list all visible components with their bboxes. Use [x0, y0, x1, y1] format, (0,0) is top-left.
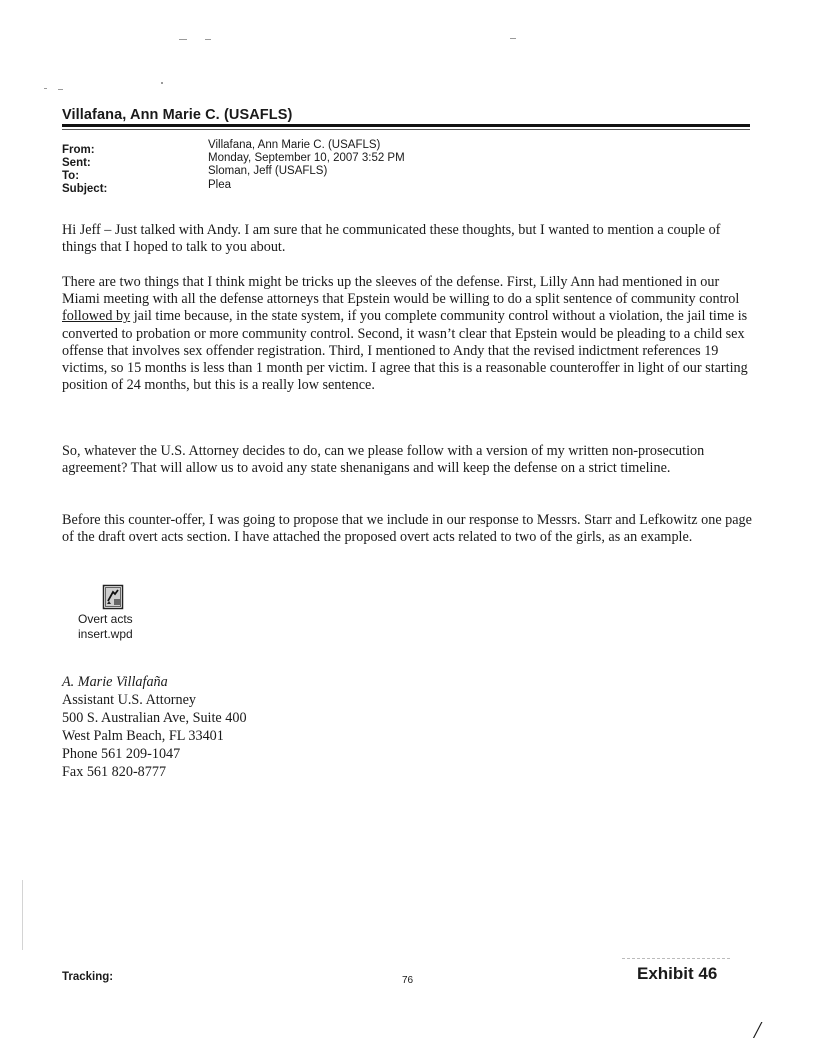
scan-speck: [205, 39, 211, 40]
scan-speck: [510, 38, 516, 39]
scan-speck: [179, 39, 187, 40]
subject-value: Plea: [208, 179, 232, 191]
body-paragraph-2-part-b: jail time because, in the state system, if you complete community control without a violation, the jail time is converted to probation or more community control. Second, it wasn’t clear that Epstein would be pleading to a child sex offense that involves sex offender registration. Third, I mentioned to Andy that the revised indictment references 19 victims, so 15 months is less than 1 month per victim. I agree that this is a reasonable counteroffer in light of our starting position of 24 months, but this is a really low sentence.: [62, 308, 748, 394]
underlined-phrase: followed by: [62, 308, 131, 325]
sent-label: Sent:: [62, 157, 91, 169]
body-paragraph-2: [62, 274, 752, 394]
email-sender-heading: Villafana, Ann Marie C. (USAFLS): [62, 107, 293, 123]
tracking-label: Tracking:: [62, 971, 114, 983]
document-icon: [102, 584, 124, 610]
exhibit-rule: [622, 958, 730, 959]
scan-speck: [161, 82, 163, 84]
body-paragraph-2-part-a: There are two things that I think might be tricks up the sleeves of the defense. First, Lilly Ann had mentioned in our Miami meeting with all the defense attorneys that Epstein would be willing to do a split sentence of community control: [62, 274, 740, 308]
exhibit-label: Exhibit 46: [637, 964, 718, 983]
body-paragraph-3: So, whatever the U.S. Attorney decides to do, can we please follow with a version of my written non-prosecution agreement? That will allow us to avoid any state shenanigans and will keep the defense on a strict timeline.: [62, 443, 705, 477]
body-paragraph-1: Hi Jeff – Just talked with Andy. I am sure that he communicated these thoughts, but I wanted to mention a couple of things that I hoped to talk to you about.: [62, 222, 721, 256]
from-value: Villafana, Ann Marie C. (USAFLS): [208, 139, 381, 151]
signature-phone: Phone 561 209-1047: [62, 746, 181, 762]
scan-edge-mark: [22, 880, 23, 950]
scan-speck: [58, 89, 63, 90]
signature-fax: Fax 561 820-8777: [62, 764, 167, 780]
header-rule-thin: [62, 129, 750, 130]
signature-name: A. Marie Villafaña: [62, 674, 168, 690]
header-rule: [62, 124, 750, 127]
scan-speck: [44, 88, 47, 89]
body-paragraph-4: Before this counter-offer, I was going to propose that we include in our response to Messrs. Starr and Lefkowitz one page of the draft overt acts section. I have attached the proposed overt acts related to two of the girls, as an example.: [62, 512, 752, 546]
to-value: Sloman, Jeff (USAFLS): [208, 165, 328, 177]
attachment-name-line-1: Overt acts: [78, 612, 133, 626]
page-number: 76: [402, 975, 414, 986]
attachment[interactable]: [76, 584, 150, 641]
to-label: To:: [62, 170, 80, 182]
subject-label: Subject:: [62, 183, 108, 195]
attachment-filename: [76, 612, 150, 641]
from-label: From:: [62, 144, 95, 156]
sent-value: Monday, September 10, 2007 3:52 PM: [208, 152, 405, 164]
signature-title: Assistant U.S. Attorney: [62, 692, 196, 708]
attachment-name-line-2: insert.wpd: [78, 626, 133, 641]
signature-address-2: West Palm Beach, FL 33401: [62, 728, 224, 744]
corner-mark: /: [754, 1018, 761, 1044]
signature-address-1: 500 S. Australian Ave, Suite 400: [62, 710, 247, 726]
